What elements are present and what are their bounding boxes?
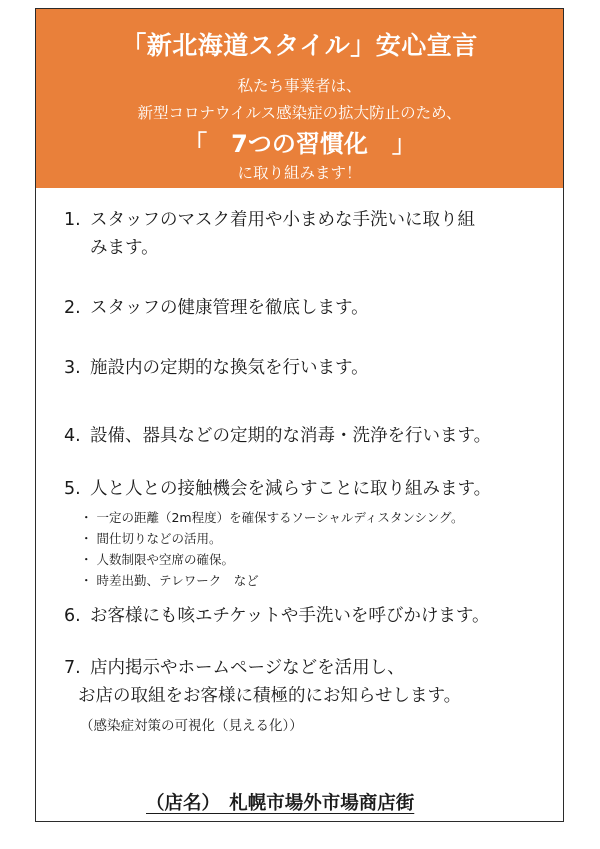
item-number: 1. [64, 210, 81, 230]
item-text: 店内掲示やホームページなどを活用し、 [90, 658, 405, 678]
item-number: 2. [64, 298, 81, 318]
header-line-2: 新型コロナウイルス感染症の拡大防止のため、 [137, 104, 462, 122]
subitem: ・ 時差出勤、テレワーク など [80, 573, 259, 588]
item-number: 6. [64, 606, 81, 626]
item-text: お客様にも咳エチケットや手洗いを呼びかけます。 [90, 606, 490, 626]
subitem: ・ 一定の距離（2m程度）を確保するソーシャルディスタンシング。 [80, 510, 464, 525]
item-text: みます。 [90, 238, 159, 258]
seven-habits-heading: 「 7つの習慣化 」 [183, 130, 416, 158]
item-number: 5. [64, 479, 81, 499]
item-text: 人と人との接触機会を減らすことに取り組みます。 [90, 479, 492, 499]
item-text: スタッフのマスク着用や小まめな手洗いに取り組 [90, 210, 475, 230]
header-line-3: に取り組みます！ [237, 164, 362, 182]
item-number: 7. [64, 658, 81, 678]
item-number: 4. [64, 426, 81, 446]
item-text: お店の取組をお客様に積極的にお知らせします。 [78, 686, 462, 706]
item-text: スタッフの健康管理を徹底します。 [90, 298, 369, 318]
store-name: （店名） 札幌市場外市場商店街 [146, 793, 415, 814]
declaration-poster [35, 8, 564, 822]
poster-title: 「新北海道スタイル」安心宣言 [121, 31, 478, 60]
subitem: ・ 間仕切りなどの活用。 [80, 531, 222, 546]
item-text: 施設内の定期的な換気を行います。 [90, 358, 369, 378]
visualization-note: （感染症対策の可視化（見える化）） [80, 718, 303, 734]
subitem: ・ 人数制限や空席の確保。 [80, 552, 234, 567]
item-text: 設備、器具などの定期的な消毒・洗浄を行います。 [90, 426, 492, 446]
header-banner [36, 9, 563, 188]
item-number: 3. [64, 358, 81, 378]
header-line-1: 私たち事業者は、 [237, 77, 362, 95]
